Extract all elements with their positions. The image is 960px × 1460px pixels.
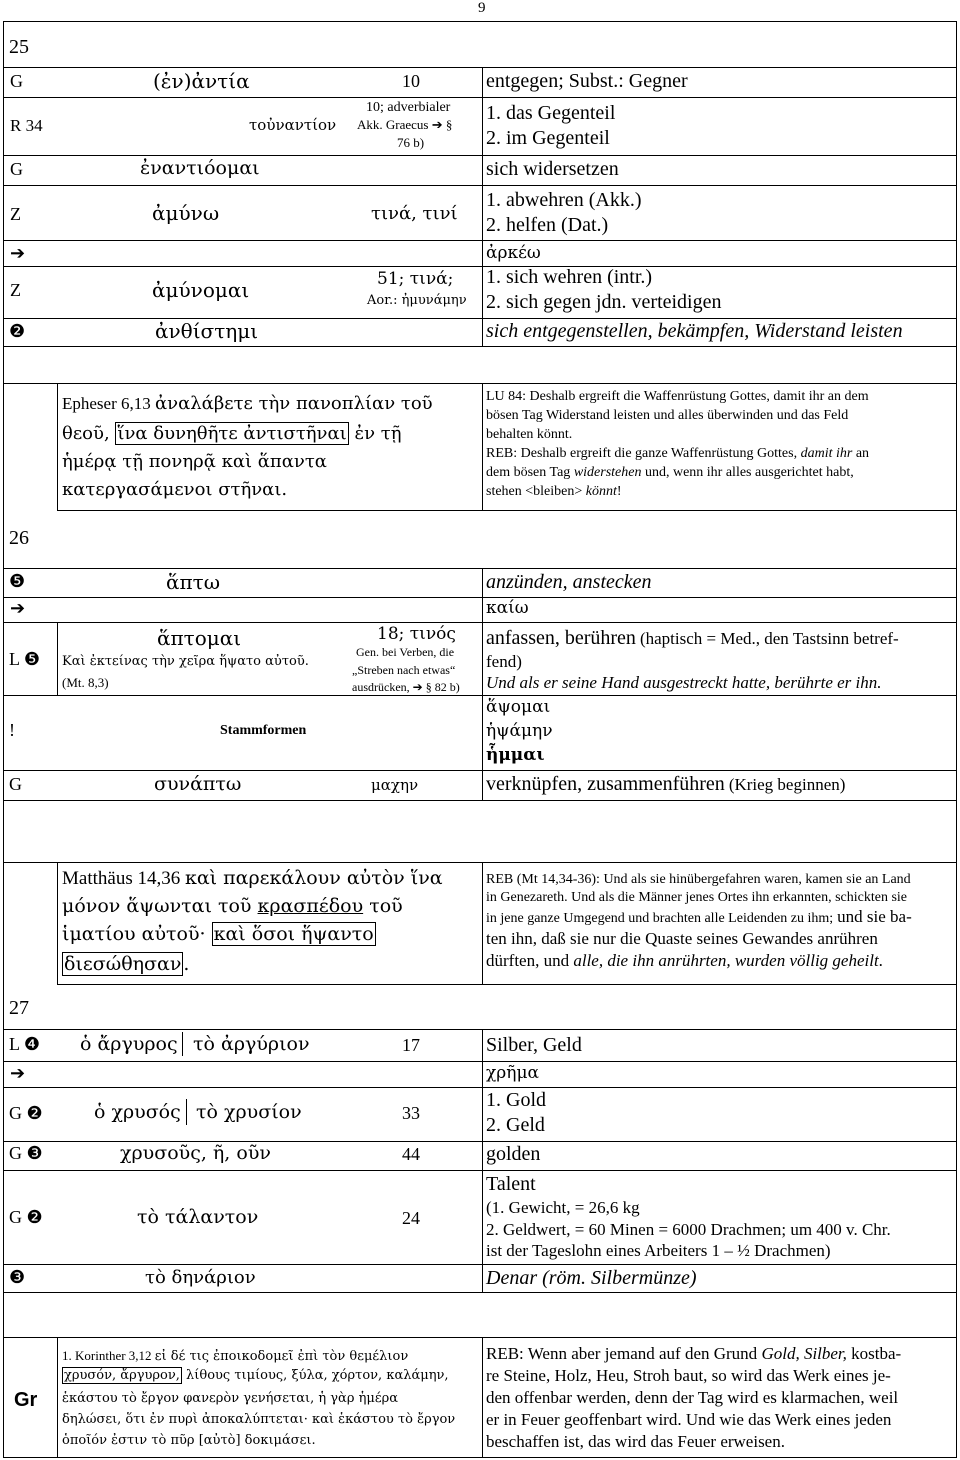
meaning-line: 2. im Gegenteil: [486, 127, 610, 149]
lemma-info: 33: [402, 1103, 420, 1123]
quote-greek-highlight: χρυσόν, ἄργυρον,: [64, 1368, 180, 1383]
reb-line: [486, 907, 912, 927]
lemma: συνάπτω: [154, 773, 242, 795]
lu-line: LU 84: Deshalb ergreift die Waffenrüstung Gottes, damit ihr an dem: [486, 389, 869, 404]
lemma-info: 44: [402, 1144, 420, 1164]
meaning-line: 2. Geldwert, = 60 Minen = 6000 Drachmen; um 400 v. Chr.: [486, 1220, 891, 1239]
lemma: ἅπτομαι: [157, 626, 242, 650]
reb-italic: widerstehen: [573, 465, 642, 480]
meaning-note: (Krieg beginnen): [728, 775, 846, 794]
meaning: χρῆμα: [486, 1063, 540, 1083]
divider: [3, 1264, 957, 1265]
row-tag: R 34: [10, 116, 43, 135]
divider: [3, 1061, 957, 1062]
col-divider: [57, 862, 58, 984]
arrow-icon: ➔: [10, 598, 26, 618]
reb-part: stehen <bleiben>: [486, 484, 583, 499]
reb-line: [486, 1344, 901, 1364]
lemma-info: μαχην: [371, 776, 419, 794]
quote-ref: Matthäus 14,36: [62, 868, 181, 889]
section-number-27: 27: [9, 997, 29, 1019]
meaning: anzünden, anstecken: [486, 571, 652, 593]
divider: [3, 862, 957, 863]
lemma: τὸ ἀργύριον: [193, 1033, 310, 1055]
reb-line: [486, 446, 869, 462]
quote-ref: Epheser 6,13: [62, 394, 151, 413]
quote-greek-line: ἡμέρᾳ τῇ πονηρᾷ καὶ ἅπαντα: [62, 451, 327, 472]
meaning-line: 1. das Gegenteil: [486, 102, 616, 124]
reb-line: [486, 484, 622, 500]
quote-line: ὁποῖόν ἐστιν τὸ πῦρ [αὐτὸ] δοκιμάσει.: [62, 1433, 316, 1448]
lemma-info-line: „Streben nach etwas“: [352, 663, 456, 677]
quote-line: [62, 868, 443, 890]
arrow-icon: ➔: [10, 243, 26, 263]
divider: [3, 1337, 957, 1338]
reb-line: er in Feuer geoffenbart wird. Und wie das Werk eines jeden: [486, 1410, 892, 1429]
divider: [3, 1087, 957, 1088]
reb-part: und, wenn ihr alles ausgerichtet habt,: [644, 465, 854, 480]
quote-greek-highlight: ἵνα δυνηθῆτε ἀντιστῆναι: [117, 423, 347, 444]
quote-greek: καὶ παρεκάλουν αὐτὸν ἵνα: [184, 867, 443, 889]
lemma: τὸ δηνάριον: [145, 1267, 256, 1288]
divider: [57, 984, 957, 985]
col-divider: [482, 1029, 483, 1292]
meaning-line: 1. abwehren (Akk.): [486, 189, 642, 211]
row-tag: !: [9, 720, 15, 740]
lemma: τὸ χρυσίον: [196, 1101, 302, 1123]
row-tag: G ❷: [9, 1207, 43, 1227]
section-number-26: 26: [9, 527, 29, 549]
col-divider: [482, 1337, 483, 1458]
quote-reference: [62, 394, 433, 415]
lemma-info-line: Aor.: ἠμυνάμην: [367, 293, 467, 308]
section-number-25: 25: [9, 36, 29, 58]
col-divider: [57, 383, 58, 510]
meaning-line: 2. Geld: [486, 1114, 545, 1136]
divider: [3, 695, 957, 696]
row-tag: ❺: [9, 571, 26, 591]
quote-greek-line: κατεργασάμενοι στῆναι.: [62, 479, 288, 500]
quote-line: [62, 1349, 408, 1365]
row-tag: G ❸: [9, 1143, 43, 1163]
quote-line: ἑκάστου τὸ ἔργον φανερὸν γενήσεται, ἡ γὰρ ἡμέρα: [62, 1391, 399, 1406]
divider: [3, 318, 957, 319]
divider: [3, 770, 957, 771]
divider: [3, 1170, 957, 1171]
divider: [3, 346, 957, 347]
quote-line: [62, 896, 403, 918]
row-tag: ❸: [9, 1267, 26, 1287]
reb-part: dürften, und: [486, 951, 570, 970]
lemma-info-line: 10; adverbialer: [366, 100, 451, 115]
reb-part: dem bösen Tag: [486, 465, 571, 480]
col-divider: [482, 383, 483, 510]
meaning-line: [486, 627, 899, 650]
quote-greek-highlight: καὶ ὅσοι ἥψαντο: [213, 923, 374, 945]
meaning: sich widersetzen: [486, 158, 619, 180]
row-tag: G: [10, 71, 23, 91]
meaning-line: Talent: [486, 1173, 536, 1195]
row-tag: Z: [10, 204, 21, 224]
lemma: ἀνθίστημι: [155, 319, 259, 343]
divider: [3, 597, 957, 598]
reb-italic: damit ihr: [800, 446, 853, 461]
meaning: golden: [486, 1143, 541, 1165]
meaning: entgegen; Subst.: Gegner: [486, 70, 688, 92]
divider: [3, 1292, 957, 1293]
reb-line: [486, 465, 854, 481]
quote-line: [62, 1369, 449, 1384]
quote-greek-part: .: [183, 953, 190, 975]
row-tag: ❷: [9, 321, 26, 341]
reb-italic: könnt: [585, 484, 617, 499]
reb-line: REB (Mt 14,34-36): Und als sie hinübergefahren waren, kamen sie an Land: [486, 872, 911, 887]
lemma: ὁ χρυσός: [94, 1101, 181, 1123]
reb-part: an: [855, 446, 870, 461]
divider: [57, 510, 957, 511]
meaning-line: fend): [486, 652, 522, 671]
meaning-line: 1. sich wehren (intr.): [486, 266, 653, 288]
quote-greek-part: τοῦ: [369, 895, 403, 917]
lemma: ἐναντιόομαι: [140, 157, 260, 179]
page-number: 9: [478, 0, 486, 16]
lemma: ἀμύνω: [152, 201, 220, 225]
divider: [3, 155, 957, 156]
row-tag: G ❷: [9, 1103, 43, 1123]
quote-greek-underline: κρασπέδου: [257, 895, 364, 917]
lemma: χρυσοῦς, ῆ, οῦν: [120, 1142, 271, 1164]
divider: [3, 383, 957, 384]
col-divider: [482, 568, 483, 800]
quote-greek-part: λίθους τιμίους, ξύλα, χόρτον, καλάμην,: [186, 1368, 449, 1383]
example-ref: (Mt. 8,3): [62, 675, 109, 690]
reb-italic: alle, die ihn anrührten, wurden völlig geheilt: [573, 951, 879, 970]
meaning: Silber, Geld: [486, 1034, 582, 1056]
meaning-line: ist der Tageslohn eines Arbeiters 1 – ½ Drachmen): [486, 1241, 831, 1260]
lemma-info: τινά, τινί: [371, 203, 458, 224]
meaning-main: anfassen, berühren: [486, 627, 636, 649]
row-tag: L ❺: [9, 649, 40, 669]
lemma-info-line: Akk. Graecus ➔ §: [357, 117, 453, 132]
reb-italic: Gold, Silber,: [761, 1344, 847, 1363]
divider: [3, 1029, 957, 1030]
meaning: sich entgegenstellen, bekämpfen, Widerstand leisten: [486, 320, 903, 342]
quote-greek-part: ἱματίου αὐτοῦ·: [62, 923, 206, 945]
meaning-line: (1. Gewicht, = 26,6 kg: [486, 1198, 640, 1217]
row-tag: Z: [10, 280, 21, 300]
quote-line: [62, 954, 189, 976]
quote-greek-highlight: διεσώθησαν: [64, 953, 182, 975]
divider: [3, 568, 957, 569]
col-divider: [57, 1337, 58, 1458]
reb-part: und sie ba-: [837, 907, 912, 926]
lemma: τοὐναντίον: [249, 116, 337, 134]
reb-line: den offenbar werden, denn der Tag wird es klarmachen, weil: [486, 1388, 899, 1407]
meaning: καίω: [486, 598, 529, 618]
meaning: Denar (röm. Silbermünze): [486, 1267, 697, 1289]
reb-part: !: [616, 484, 622, 499]
lemma-info: 17: [402, 1035, 420, 1055]
lemma-info-line: Gen. bei Verben, die: [356, 645, 455, 659]
reb-part: REB: Deshalb ergreift die ganze Waffenrüstung Gottes,: [486, 446, 798, 461]
arrow-icon: ➔: [10, 1063, 26, 1083]
lemma: τὸ τάλαντον: [137, 1206, 259, 1228]
quote-greek-part: θεοῦ,: [62, 423, 110, 444]
divider: [3, 240, 957, 241]
lemma-info-line: ausdrücken, ➔ § 82 b): [352, 680, 460, 694]
quote-tag: Gr: [14, 1389, 38, 1411]
reb-part: REB: Wenn aber jemand auf den Grund: [486, 1344, 758, 1363]
meaning-note: (haptisch = Med., den Tastsinn betref-: [639, 629, 899, 648]
reb-line: [486, 951, 883, 971]
meaning-line: 2. helfen (Dat.): [486, 214, 609, 236]
divider: [3, 185, 957, 186]
reb-line: ten ihn, daß sie nur die Quaste seines Gewandes anrühren: [486, 929, 878, 948]
divider: [3, 800, 957, 801]
reb-line: re Steine, Holz, Heu, Stroh baut, so wird das Werk eines je-: [486, 1366, 891, 1385]
reb-part: .: [878, 951, 883, 970]
lemma-separator: [186, 1099, 187, 1125]
lu-line: behalten könnt.: [486, 427, 573, 442]
stammform: ἅψομαι: [486, 697, 551, 717]
example-greek: Καὶ ἐκτείνας τὴν χεῖρα ἥψατο αὐτοῦ.: [62, 654, 309, 669]
quote-line: δηλώσει, ὅτι ἐν πυρὶ ἀποκαλύπτεται· καὶ ἑκάστου τὸ ἔργον: [62, 1412, 456, 1427]
quote-greek-line: [62, 424, 402, 445]
reb-part: kostba-: [851, 1344, 902, 1363]
lemma-info-line: 76 b): [397, 135, 425, 150]
reb-line: beschaffen ist, das wird das Feuer erweisen.: [486, 1432, 785, 1451]
lu-line: bösen Tag Widerstand leisten und alles überwinden und das Feld: [486, 408, 849, 423]
lemma: ἀμύνομαι: [152, 278, 250, 302]
quote-greek-part: ἐν τῇ: [354, 423, 402, 444]
meaning: ἀρκέω: [486, 243, 541, 263]
stammform: ἧμμαι: [486, 745, 545, 765]
lemma-info: 10: [402, 71, 420, 91]
meaning-line: 2. sich gegen jdn. verteidigen: [486, 291, 722, 313]
lemma-separator: [182, 1032, 183, 1056]
reb-part: in jene ganze Umgegend und brachten alle Leidenden zu ihm;: [486, 911, 834, 926]
meaning-line: [486, 773, 845, 796]
quote-ref: 1. Korinther 3,12: [62, 1348, 152, 1363]
lemma-info: 24: [402, 1208, 420, 1228]
stammformen-label: Stammformen: [220, 723, 307, 738]
quote-line: [62, 924, 376, 946]
lemma: ὁ ἄργυρος: [80, 1033, 178, 1055]
lemma: (ἐν)ἀντία: [153, 69, 250, 93]
quote-greek: εἰ δέ τις ἐποικοδομεῖ ἐπὶ τὸν θεμέλιον: [154, 1349, 409, 1364]
lemma: ἅπτω: [166, 570, 221, 594]
meaning-main: verknüpfen, zusammenführen: [486, 773, 725, 795]
row-tag: G: [10, 159, 23, 179]
divider: [3, 622, 957, 623]
reb-line: in Genezareth. Und als die Männer jenes Ortes ihn erkannten, schickten sie: [486, 890, 908, 905]
quote-greek-part: μόνον ἅψωνται τοῦ: [62, 895, 252, 917]
lemma-info-line: 51; τινά;: [377, 269, 454, 289]
meaning-translation: Und als er seine Hand ausgestreckt hatte, berührte er ihn.: [486, 673, 882, 692]
divider: [3, 266, 957, 267]
divider: [3, 97, 957, 98]
meaning-line: 1. Gold: [486, 1089, 546, 1111]
lemma-info: 18; τινός: [377, 624, 456, 644]
row-tag: G: [9, 774, 22, 794]
quote-greek: ἀναλάβετε τὴν πανοπλίαν τοῦ: [155, 393, 433, 414]
row-tag: L ❹: [9, 1034, 40, 1054]
col-divider: [482, 862, 483, 984]
col-divider: [57, 622, 58, 695]
stammform: ἡψάμην: [486, 721, 553, 741]
divider: [3, 67, 957, 68]
col-divider: [482, 67, 483, 346]
